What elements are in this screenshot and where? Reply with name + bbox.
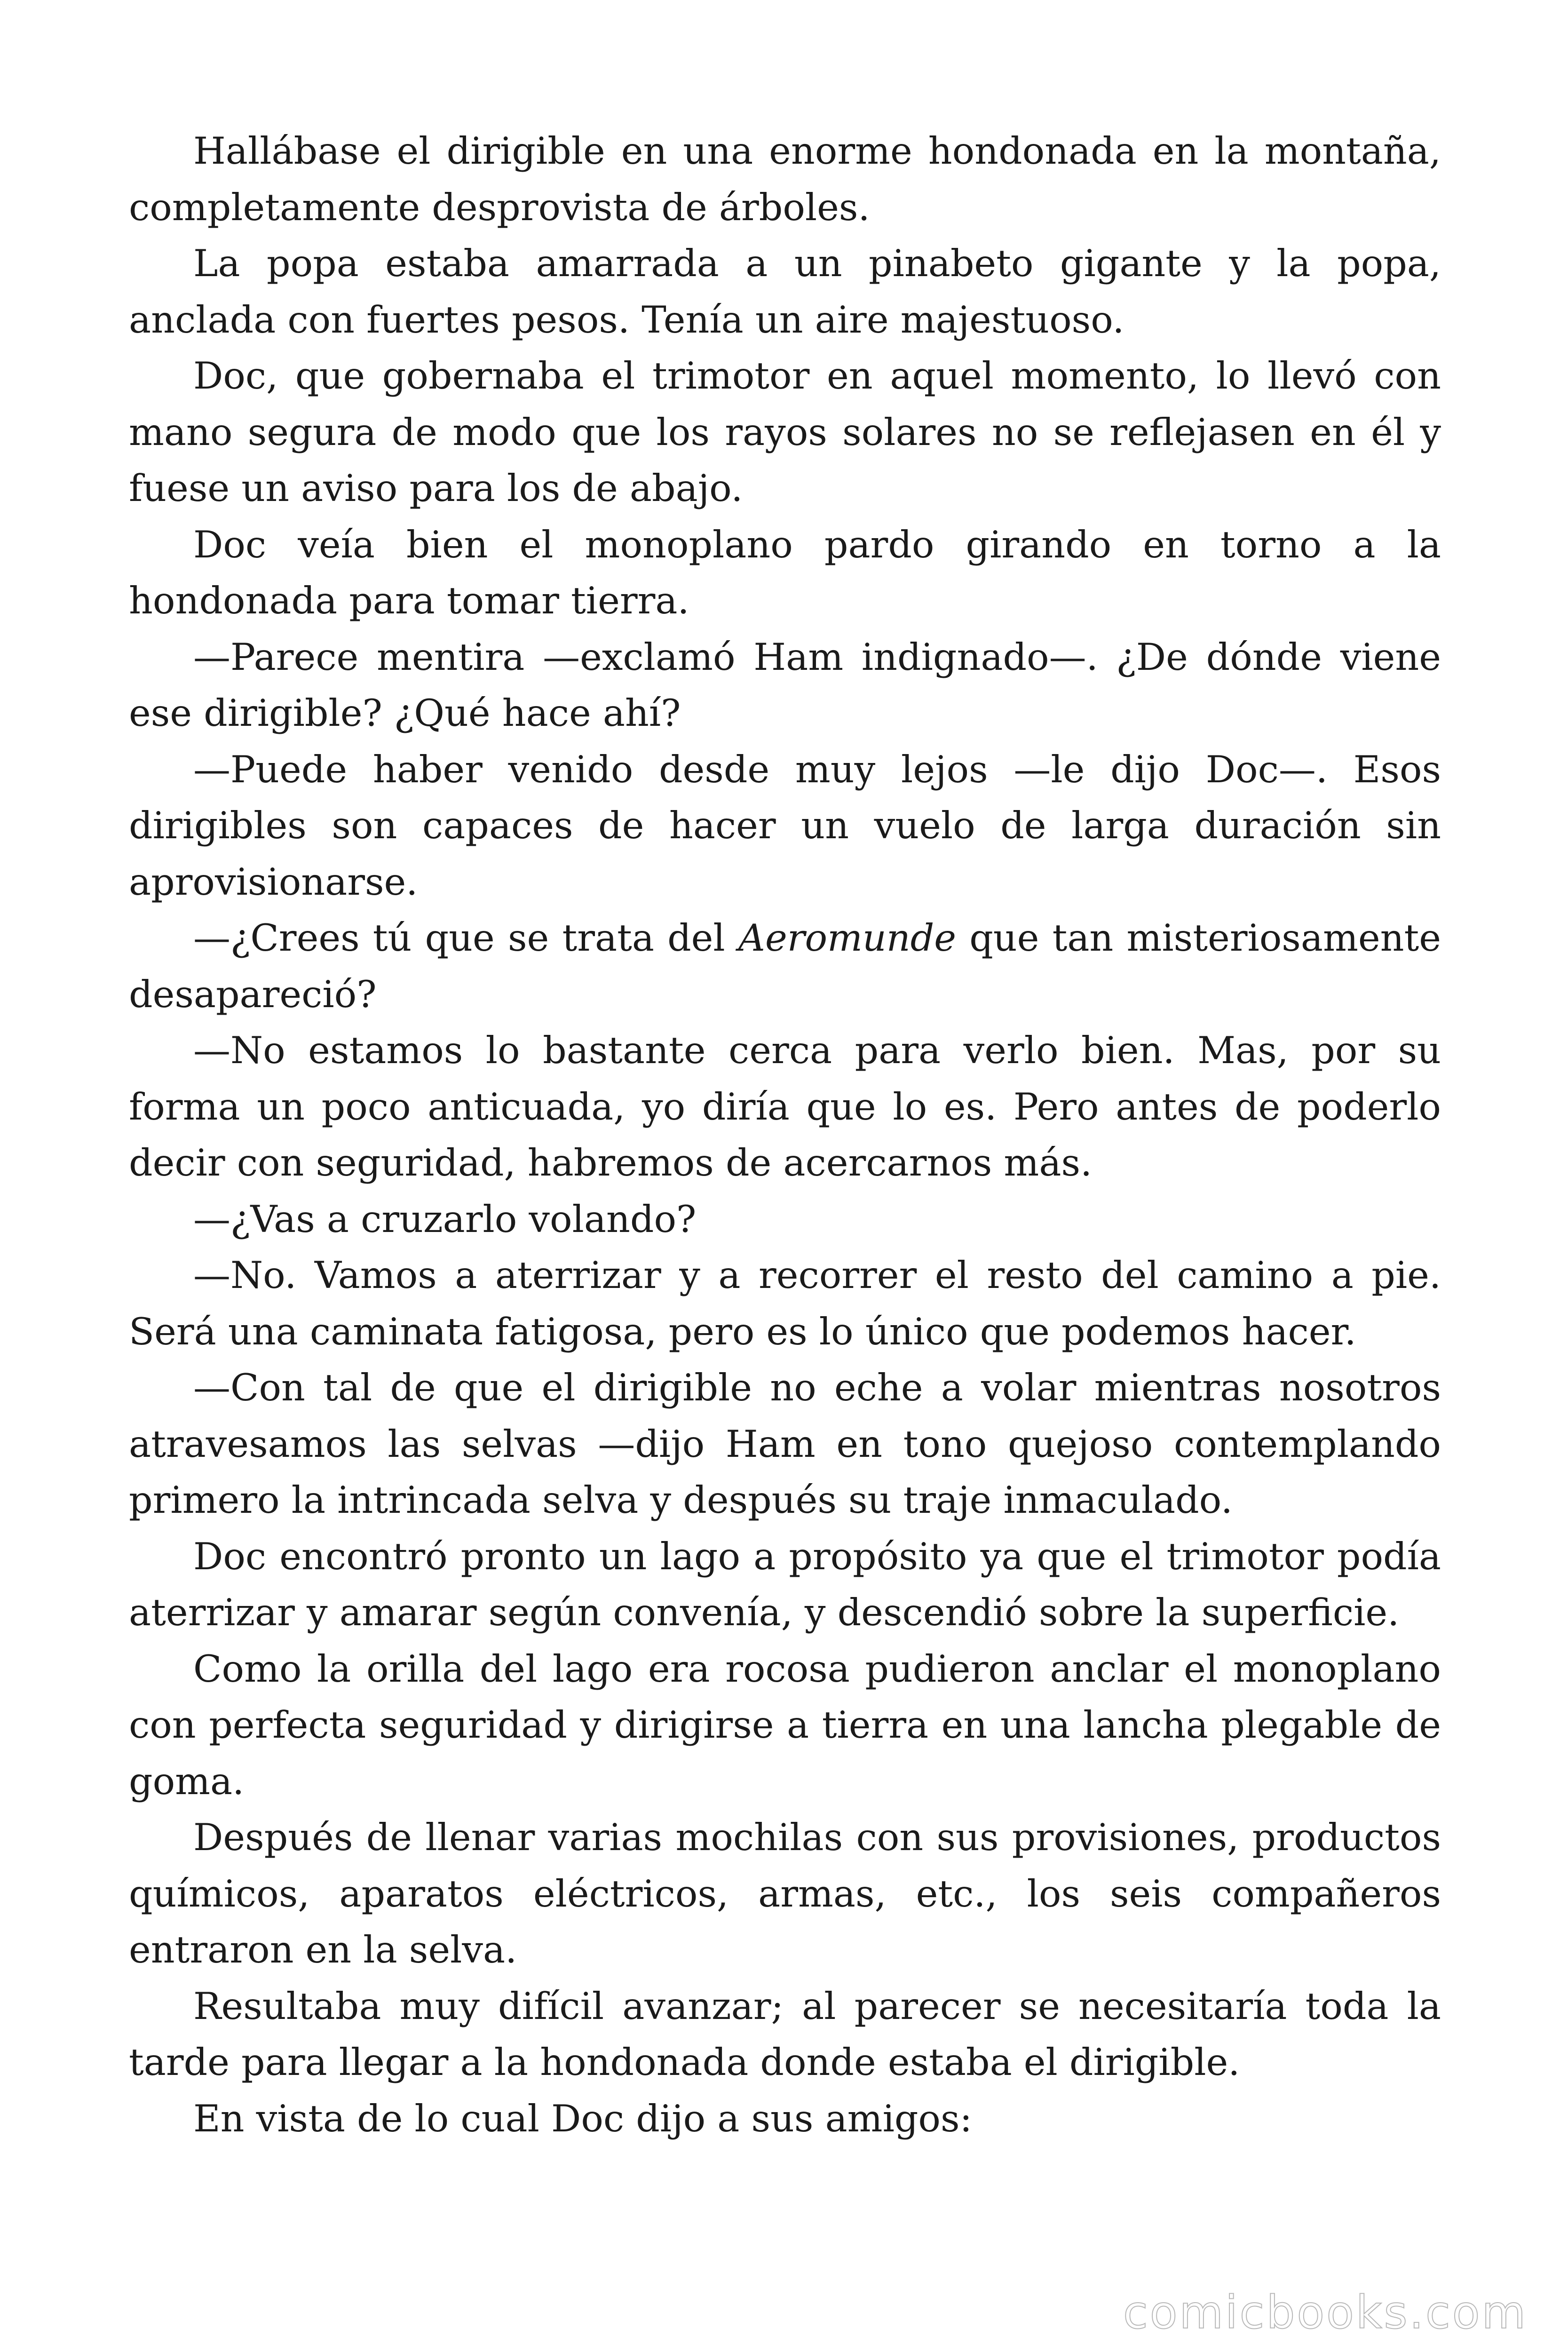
paragraph: Doc, que gobernaba el trimotor en aquel momento, lo llevó con mano segura de modo que los rayos solares no se reflejasen en él y fuese un aviso para los de abajo. <box>129 354 1441 510</box>
paragraph: —Parece mentira —exclamó Ham indignado—. ¿De dónde viene ese dirigible? ¿Qué hace ahí? <box>129 635 1441 735</box>
paragraph: Como la orilla del lago era rocosa pudieron anclar el monoplano con perfecta seguridad y dirigirse a tierra en una lancha plegable de goma. <box>129 1647 1441 1803</box>
paragraph: Hallábase el dirigible en una enorme hondonada en la montaña, completamente desprovista de árboles. <box>129 129 1441 229</box>
paragraph: —No estamos lo bastante cerca para verlo bien. Mas, por su forma un poco anticuada, yo diría que lo es. Pero antes de poderlo decir con seguridad, habremos de acercarnos más. <box>129 1029 1441 1184</box>
ship-name-italic: Aeromunde <box>738 916 957 960</box>
paragraph: Doc veía bien el monoplano pardo girando en torno a la hondonada para tomar tierra. <box>129 523 1441 622</box>
body-text <box>129 123 1441 2147</box>
paragraph: —Puede haber venido desde muy lejos —le dijo Doc—. Esos dirigibles son capaces de hacer un vuelo de larga duración sin aprovisionarse. <box>129 747 1441 904</box>
paragraph: Después de llenar varias mochilas con sus provisiones, productos químicos, aparatos eléctricos, armas, etc., los seis compañeros entraron en la selva. <box>129 1816 1441 1971</box>
paragraph: —No. Vamos a aterrizar y a recorrer el resto del camino a pie. Será una caminata fatigosa, pero es lo único que podemos hacer. <box>129 1254 1441 1353</box>
watermark: comicbooks.com <box>1123 2286 1528 2339</box>
paragraph-text: —¿Crees tú que se trata del <box>193 916 738 960</box>
paragraph: Resultaba muy difícil avanzar; al parecer se necesitaría toda la tarde para llegar a la hondonada donde estaba el dirigible. <box>129 1984 1441 2084</box>
paragraph: La popa estaba amarrada a un pinabeto gigante y la popa, anclada con fuertes pesos. Tenía un aire majestuoso. <box>129 242 1441 342</box>
paragraph: —Con tal de que el dirigible no eche a volar mientras nosotros atravesamos las selvas —dijo Ham en tono quejoso contemplando primero la intrincada selva y después su traje inmaculado. <box>129 1366 1441 1522</box>
paragraph: Doc encontró pronto un lago a propósito ya que el trimotor podía aterrizar y amarar según convenía, y descendió sobre la superficie. <box>129 1534 1441 1634</box>
paragraph <box>129 910 1441 1023</box>
paragraph: —¿Vas a cruzarlo volando? <box>193 1197 697 1241</box>
paragraph-text: que tan misteriosamente desapareció? <box>129 916 1441 1016</box>
paragraph: En vista de lo cual Doc dijo a sus amigos: <box>193 2097 973 2140</box>
